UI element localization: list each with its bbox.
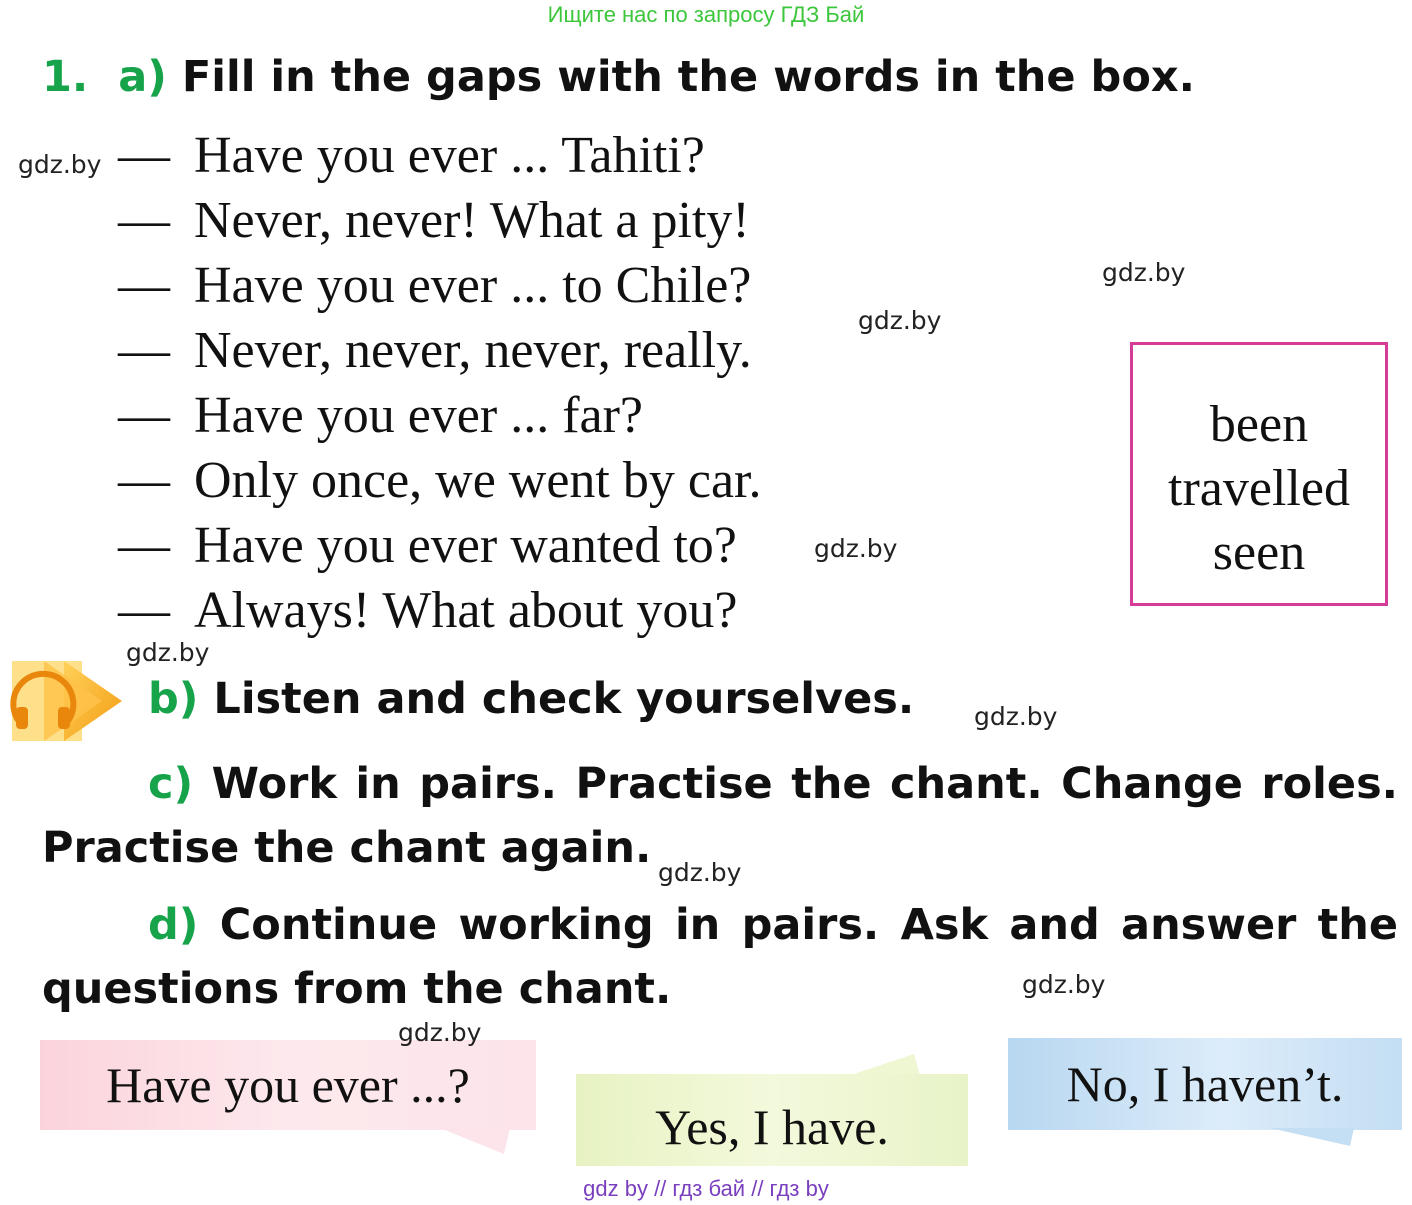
watermark: gdz.by [126,638,210,667]
bubble-tail-question [440,1128,510,1156]
watermark: gdz.by [18,150,102,179]
speech-bubble-no: No, I haven’t. [1008,1038,1402,1130]
watermark: gdz.by [814,534,898,563]
dialogue-line-8: — Always! What about you? [118,582,738,639]
task-d-line2: questions from the chant. [42,964,672,1014]
word-seen: seen [1212,524,1306,581]
watermark: gdz.by [858,306,942,335]
watermark: gdz.by [974,702,1058,731]
task-d-line1: Continue working in pairs. Ask and answer the [219,900,1398,950]
task-d-letter: d) [148,900,199,950]
task-b-heading [148,674,914,724]
word-box [1130,342,1388,606]
word-been: been [1209,396,1309,453]
watermark: gdz.by [1102,258,1186,287]
audio-icon [4,655,124,747]
task-a-letter: a) [118,52,167,102]
dialogue-line-2: — Never, never! What a pity! [118,192,750,249]
task-b-letter: b) [148,674,199,724]
dialogue-line-1: — Have you ever ... Tahiti? [118,127,705,184]
dialogue-line-4: — Never, never, never, really. [118,322,752,379]
task-a-heading [42,52,1195,102]
task-b-text: Listen and check yourselves. [213,674,915,724]
footer-watermark: gdz by // гдз бай // гдз by [583,1176,829,1201]
task-d [42,893,1398,1021]
task-c-line1: Work in pairs. Practise the chant. Change roles. [211,759,1398,809]
word-travelled: travelled [1168,460,1350,517]
watermark: gdz.by [398,1018,482,1047]
task-a-text: Fill in the gaps with the words in the box. [181,52,1195,102]
watermark: gdz.by [1022,970,1106,999]
bubble-tail-no [1270,1128,1354,1148]
speech-bubble-question: Have you ever ...? [40,1040,536,1130]
top-banner: Ищите нас по запросу ГДЗ Бай [547,2,865,27]
bubble-tail-yes [848,1054,920,1076]
dialogue-line-6: — Only once, we went by car. [118,452,762,509]
watermark: gdz.by [658,858,742,887]
dialogue-line-3: — Have you ever ... to Chile? [118,257,752,314]
dialogue-line-7: — Have you ever wanted to? [118,517,737,574]
dialogue-line-5: — Have you ever ... far? [118,387,643,444]
task-c-letter: c) [148,759,194,809]
task-c-line2: Practise the chant again. [42,823,652,873]
speech-bubble-yes: Yes, I have. [576,1074,968,1166]
exercise-number: 1. [42,52,89,102]
